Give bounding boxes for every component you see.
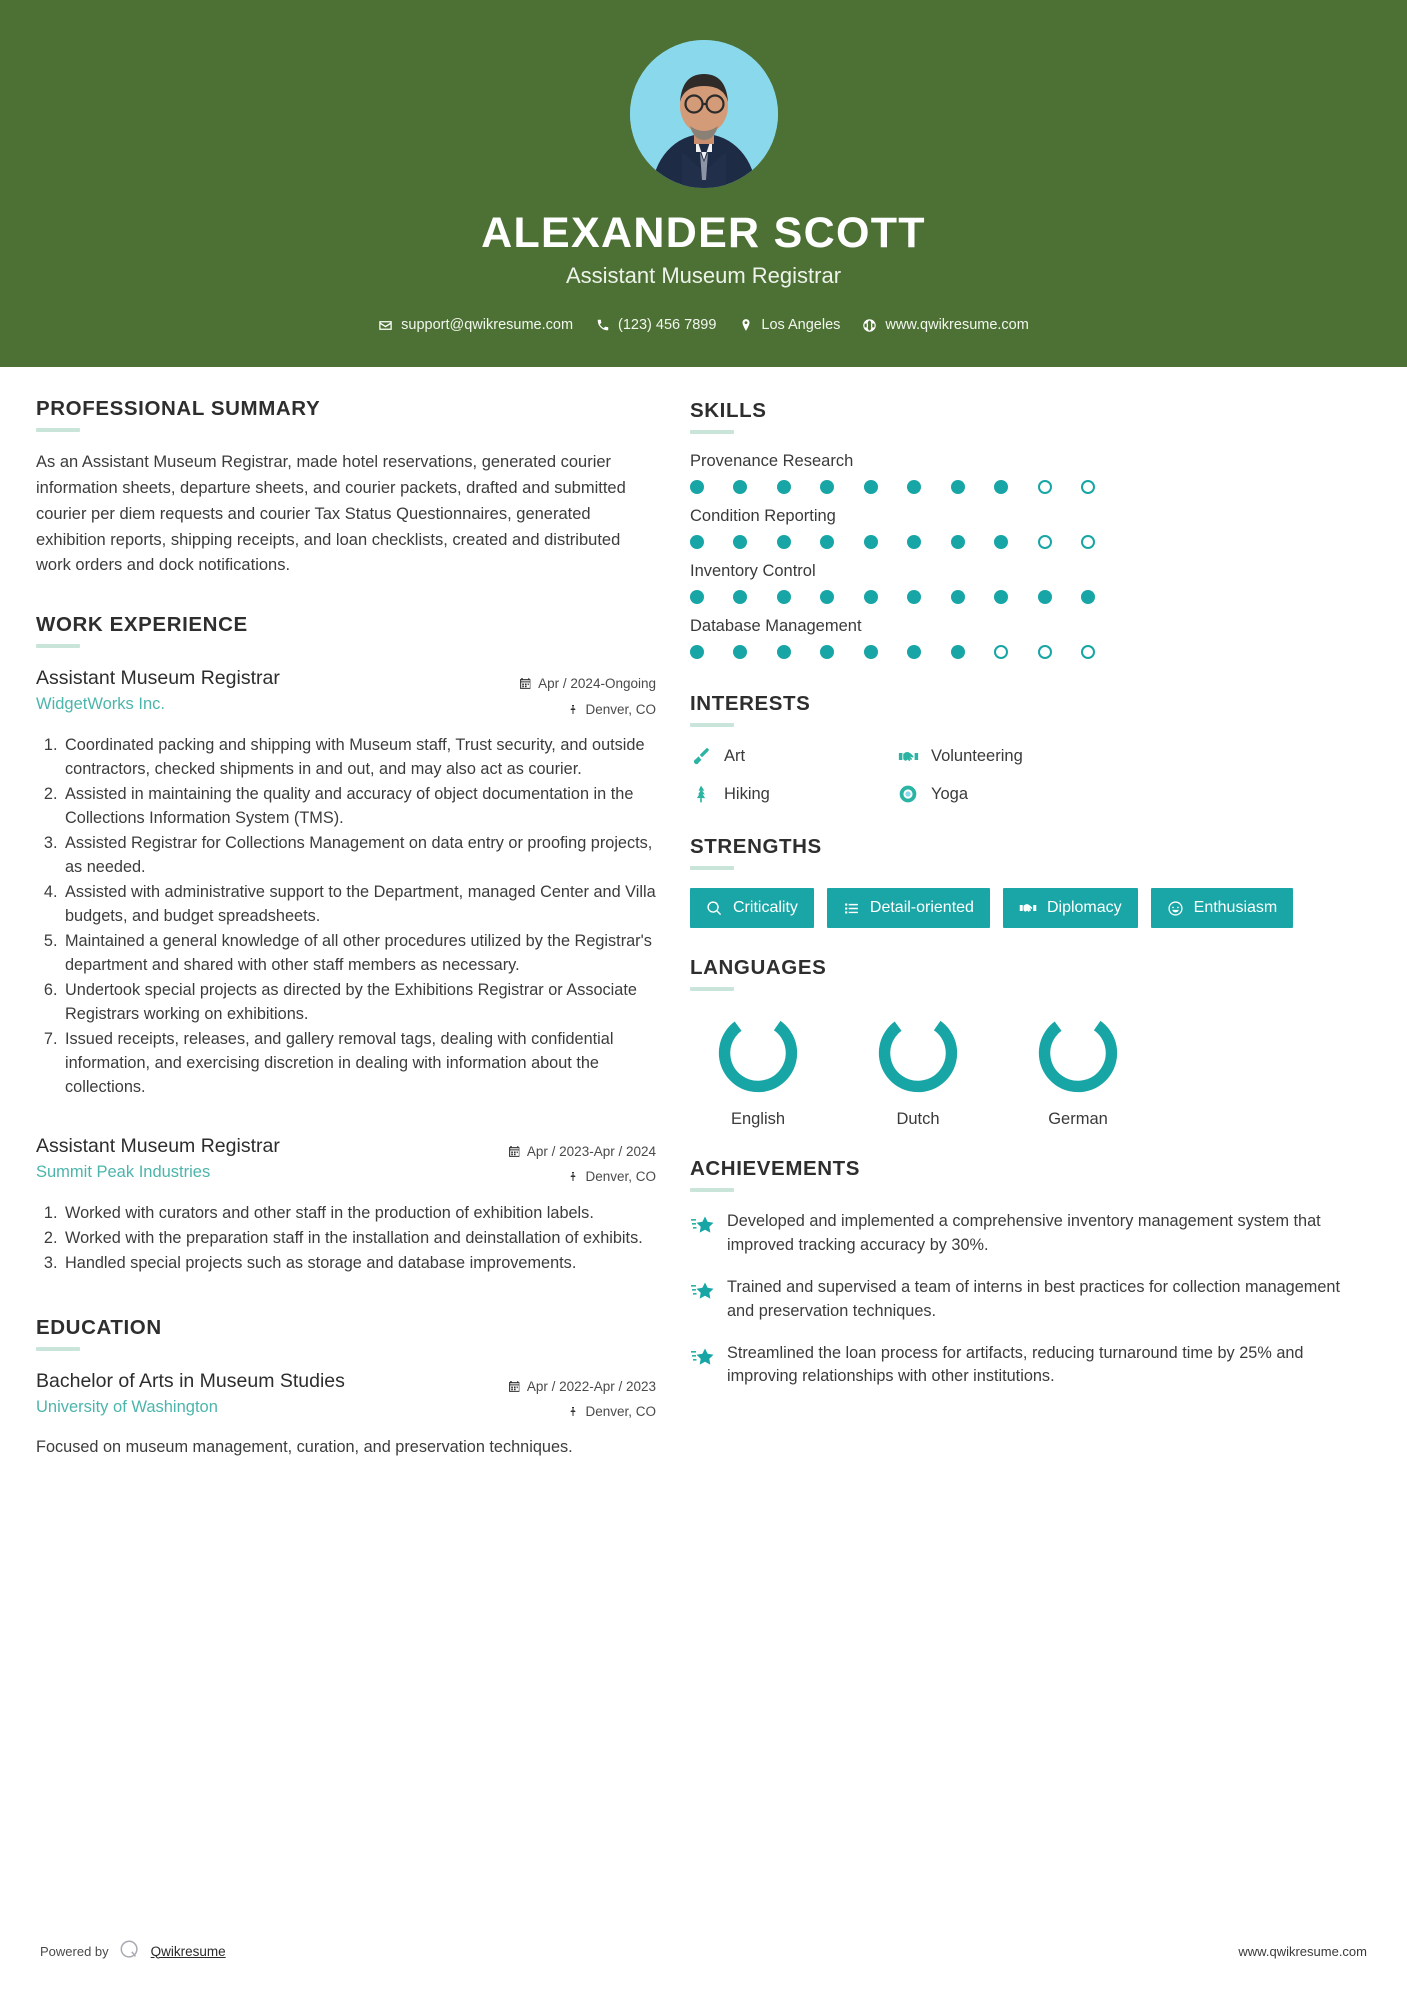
section-skills [690, 399, 1371, 659]
skill-dot-filled [994, 535, 1008, 549]
work-organization: WidgetWorks Inc. [36, 695, 165, 714]
skill-dot-filled [820, 480, 834, 494]
footer-powered-by-label: Powered by [40, 1943, 109, 1959]
skill-dot-filled [1038, 590, 1052, 604]
skill-dot-filled [820, 645, 834, 659]
pin-icon [567, 1406, 579, 1418]
contact-location [738, 317, 840, 333]
section-strengths [690, 835, 1371, 928]
strength-chip-detail-oriented [827, 888, 990, 928]
skill-dot-filled [864, 645, 878, 659]
job-title: Assistant Museum Registrar [565, 263, 842, 289]
section-heading-strengths: STRENGTHS [690, 835, 822, 859]
contact-website[interactable] [862, 317, 1028, 333]
skill-rating [690, 480, 1095, 494]
contact-email-text: support@qwikresume.com [401, 317, 574, 334]
handshake-icon [1019, 899, 1037, 917]
work-role: Assistant Museum Registrar [36, 1134, 280, 1157]
list-item: 3. Assisted Registrar for Collections Management on data entry or proofing projects, as needed. [62, 832, 656, 880]
strength-chip-enthusiasm [1151, 888, 1294, 928]
skill-dot-filled [864, 480, 878, 494]
section-rule [690, 430, 734, 434]
section-heading-interests: INTERESTS [690, 692, 811, 716]
strength-label: Enthusiasm [1193, 899, 1278, 917]
strength-label: Criticality [733, 899, 798, 917]
skill-dot-filled [864, 535, 878, 549]
education-location: Denver, CO [585, 1404, 656, 1420]
skill-dot-empty [994, 645, 1008, 659]
skill-dot-filled [777, 590, 791, 604]
skill-rating [690, 645, 1095, 659]
section-heading-languages: LANGUAGES [690, 956, 827, 980]
mail-icon [378, 318, 393, 333]
shooting-star-icon [690, 1279, 714, 1303]
calendar-icon [508, 1380, 521, 1393]
strength-chip-criticality [690, 888, 814, 928]
tree-icon [690, 783, 712, 805]
skill-dot-filled [820, 535, 834, 549]
skill-dot-filled [690, 645, 704, 659]
education-location-line [466, 1399, 656, 1425]
list-item: 5. Maintained a general knowledge of all other procedures utilized by the Registrar's department and shared with other staff members as necessary. [62, 930, 656, 978]
skill-dot-filled [1081, 590, 1095, 604]
skill-dot-filled [690, 590, 704, 604]
list-item: 2. Assisted in maintaining the quality and accuracy of object documentation in the Collections Information System (TMS). [62, 783, 656, 831]
left-column [36, 397, 656, 1465]
strength-label: Diplomacy [1046, 899, 1122, 917]
work-location: Denver, CO [585, 1169, 656, 1185]
list-item: 7. Issued receipts, releases, and gallery removal tags, dealing with confidential information, and exercising discretion in dealing with information about the collections. [62, 1028, 656, 1100]
paintbrush-icon [690, 745, 712, 767]
work-organization: Summit Peak Industries [36, 1163, 211, 1182]
work-bullets [36, 734, 656, 1099]
work-meta [466, 666, 656, 722]
skill-dot-filled [951, 535, 965, 549]
section-heading-summary: PROFESSIONAL SUMMARY [36, 397, 321, 421]
work-dates-line [466, 1139, 656, 1165]
resume-header [0, 0, 1407, 367]
language-label: German [1048, 1110, 1108, 1129]
skill-dot-empty [1038, 645, 1052, 659]
skill-dot-filled [951, 590, 965, 604]
language-item [1010, 1009, 1146, 1129]
work-location-line [466, 697, 656, 723]
work-dates: Apr / 2024-Ongoing [538, 676, 656, 692]
language-item [850, 1009, 986, 1129]
work-role: Assistant Museum Registrar [36, 667, 280, 690]
skill-dot-empty [1081, 535, 1095, 549]
contact-location-text: Los Angeles [761, 317, 841, 334]
skill-item [690, 562, 1371, 604]
skill-dot-filled [777, 645, 791, 659]
section-languages [690, 956, 1371, 1129]
section-rule [36, 1347, 80, 1351]
language-progress-ring [874, 1009, 962, 1097]
skill-dot-filled [907, 590, 921, 604]
qwikresume-logo-icon [119, 1939, 141, 1964]
summary-text: As an Assistant Museum Registrar, made hotel reservations, generated courier information sheets, departure sheets, and courier packets, drafted and submitted courier per diem requests and courier Tax Status Questionnaires, generated exhibition reports, shipping receipts, and loan checklists, created and distributed work orders and dock notifications. [36, 453, 626, 575]
language-progress-ring [714, 1009, 802, 1097]
section-rule [36, 644, 80, 648]
contact-email[interactable] [378, 317, 573, 333]
section-professional-summary [36, 397, 656, 579]
education-dates: Apr / 2022-Apr / 2023 [526, 1378, 656, 1394]
skill-name: Inventory Control [690, 562, 816, 581]
list-item: 6. Undertook special projects as directed by the Exhibitions Registrar or Associate Registrars working on exhibitions. [62, 979, 656, 1027]
work-dates: Apr / 2023-Apr / 2024 [526, 1143, 656, 1159]
contact-phone-text: (123) 456 7899 [618, 317, 717, 334]
work-location-line [466, 1164, 656, 1190]
skill-dot-filled [733, 535, 747, 549]
skill-item [690, 452, 1371, 494]
contact-phone[interactable] [595, 317, 716, 333]
avatar-photo [630, 40, 778, 188]
phone-icon [595, 318, 610, 333]
right-column [690, 397, 1371, 1407]
skill-item [690, 617, 1371, 659]
achievement-text: Developed and implemented a comprehensive inventory management system that improved tracking accuracy by 30%. [727, 1212, 1321, 1255]
list-item: 1. Coordinated packing and shipping with Museum staff, Trust security, and outside contractors, checked shipments in and out, and may also act as courier. [62, 734, 656, 782]
smiley-icon [1167, 900, 1184, 917]
work-meta [466, 1134, 656, 1190]
work-location: Denver, CO [585, 701, 656, 717]
interest-item [897, 745, 1371, 767]
strengths-grid [690, 888, 1371, 928]
handshake-icon [897, 745, 919, 767]
search-icon [706, 900, 723, 917]
skill-dot-filled [907, 535, 921, 549]
skill-name: Provenance Research [690, 452, 854, 471]
skill-dot-empty [1038, 480, 1052, 494]
achievement-item [690, 1210, 1371, 1258]
strength-chip-diplomacy [1003, 888, 1138, 928]
education-dates-line [466, 1374, 656, 1400]
skill-dot-empty [1081, 645, 1095, 659]
section-rule [690, 723, 734, 727]
skill-dot-filled [690, 480, 704, 494]
footer-brand [40, 1939, 226, 1964]
skill-dot-filled [777, 535, 791, 549]
section-heading-achievements: ACHIEVEMENTS [690, 1157, 861, 1181]
page-footer [0, 1912, 1407, 1990]
interest-label: Volunteering [931, 746, 1023, 765]
strength-label: Detail-oriented [869, 899, 974, 917]
skill-dot-filled [994, 480, 1008, 494]
skill-name: Condition Reporting [690, 507, 836, 526]
achievement-item [690, 1342, 1371, 1390]
work-dates-line [466, 671, 656, 697]
interest-label: Yoga [931, 784, 969, 803]
skill-dot-filled [907, 480, 921, 494]
language-progress-ring [1034, 1009, 1122, 1097]
interests-grid [690, 745, 1371, 805]
skill-dot-filled [820, 590, 834, 604]
skill-dot-filled [733, 480, 747, 494]
skill-dot-filled [907, 645, 921, 659]
interest-item [690, 783, 897, 805]
section-work-experience [36, 613, 656, 1276]
education-school: University of Washington [36, 1398, 218, 1417]
skill-rating [690, 535, 1095, 549]
resume-body [0, 367, 1407, 1465]
skill-dot-filled [951, 480, 965, 494]
pin-icon [567, 704, 579, 716]
skill-dot-filled [864, 590, 878, 604]
skill-dot-filled [733, 645, 747, 659]
section-heading-skills: SKILLS [690, 399, 767, 423]
skills-list [690, 452, 1371, 659]
lifebuoy-icon [897, 783, 919, 805]
language-label: Dutch [896, 1110, 940, 1129]
skill-dot-filled [733, 590, 747, 604]
interest-item [897, 783, 1371, 805]
achievement-text: Streamlined the loan process for artifacts, reducing turnaround time by 25% and improving relationships with other institutions. [727, 1343, 1304, 1386]
education-degree: Bachelor of Arts in Museum Studies [36, 1369, 345, 1392]
section-interests [690, 692, 1371, 805]
languages-row [690, 1009, 1371, 1129]
skill-dot-empty [1038, 535, 1052, 549]
work-bullets [36, 1202, 656, 1276]
section-education [36, 1316, 656, 1460]
list-icon [843, 900, 860, 917]
section-achievements [690, 1157, 1371, 1389]
skill-dot-filled [690, 535, 704, 549]
list-item: 3. Handled special projects such as storage and database improvements. [62, 1252, 656, 1276]
language-item [690, 1009, 826, 1129]
calendar-icon [508, 1145, 521, 1158]
section-heading-education: EDUCATION [36, 1315, 162, 1339]
skill-name: Database Management [690, 617, 862, 636]
education-meta [466, 1369, 656, 1425]
list-item: 1. Worked with curators and other staff in the production of exhibition labels. [62, 1202, 656, 1226]
education-entry [36, 1369, 656, 1460]
footer-brand-name[interactable]: Qwikresume [150, 1943, 226, 1959]
avatar [630, 40, 778, 188]
skill-rating [690, 590, 1095, 604]
skill-item [690, 507, 1371, 549]
skill-dot-filled [777, 480, 791, 494]
list-item: 4. Assisted with administrative support to the Department, managed Center and Villa budgets, and budget spreadsheets. [62, 881, 656, 929]
interest-label: Art [724, 746, 746, 765]
section-rule [36, 428, 80, 432]
education-description: Focused on museum management, curation, and preservation techniques. [36, 1438, 573, 1457]
skill-dot-empty [1081, 480, 1095, 494]
page-title: ALEXANDER SCOTT [481, 209, 926, 257]
interest-item [690, 745, 897, 767]
section-rule [690, 1188, 734, 1192]
section-heading-work: WORK EXPERIENCE [36, 613, 248, 637]
calendar-icon [519, 677, 532, 690]
shooting-star-icon [690, 1213, 714, 1237]
shooting-star-icon [690, 1345, 714, 1369]
language-label: English [730, 1110, 786, 1129]
pin-icon [567, 1171, 579, 1183]
contact-row [0, 317, 1407, 333]
skill-dot-filled [994, 590, 1008, 604]
work-entry [36, 1134, 656, 1276]
list-item: 2. Worked with the preparation staff in the installation and deinstallation of exhibits. [62, 1227, 656, 1251]
footer-site[interactable]: www.qwikresume.com [1238, 1943, 1367, 1959]
section-rule [690, 987, 734, 991]
globe-icon [862, 318, 877, 333]
work-entry [36, 666, 656, 1100]
location-pin-icon [738, 318, 753, 333]
achievement-item [690, 1276, 1371, 1324]
contact-website-text: www.qwikresume.com [885, 317, 1029, 334]
section-rule [690, 866, 734, 870]
interest-label: Hiking [724, 784, 770, 803]
skill-dot-filled [951, 645, 965, 659]
achievement-text: Trained and supervised a team of interns in best practices for collection management and preservation techniques. [727, 1278, 1340, 1320]
